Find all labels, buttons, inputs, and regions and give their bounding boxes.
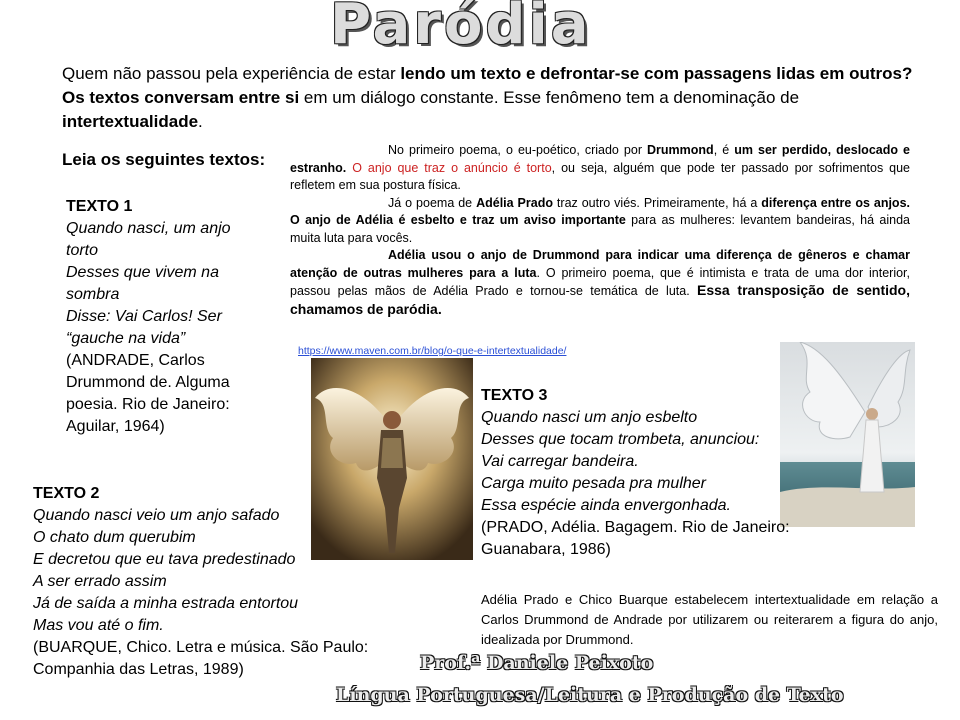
- angel-warrior-image: [311, 358, 473, 560]
- poem-line: Quando nasci um anjo esbelto: [481, 409, 698, 426]
- analysis-paragraph-2: Já o poema de Adélia Prado traz outro viés. Primeiramente, há a diferença entre os anjos. O anjo de Adélia é esbelto e traz um aviso importante para as mulheres: levantem bandeiras, há ainda muita luta para vocês.: [290, 195, 911, 245]
- poem-line: Quando nasci, um anjo torto: [66, 220, 231, 259]
- poem-line: Essa espécie ainda envergonhada.: [481, 497, 731, 514]
- texto-2-heading: TEXTO 2: [33, 485, 100, 502]
- poem-line: A ser errado assim: [33, 573, 167, 590]
- texto-3-heading: TEXTO 3: [481, 387, 548, 404]
- analysis-text: [290, 142, 910, 319]
- conclusion-text: Adélia Prado e Chico Buarque estabelecem intertextualidade em relação a Carlos Drummond de Andrade por utilizarem ou reiterarem a figura do anjo, idealizada por Drummond.: [481, 592, 938, 647]
- poem-line: Desses que tocam trombeta, anunciou:: [481, 431, 760, 448]
- teacher-name: Prof.ª Daniele Peixoto: [420, 652, 654, 674]
- texto-3-citation: Guanabara, 1986): [481, 541, 611, 558]
- poem-line: O chato dum querubim: [33, 529, 196, 546]
- poem-line: Disse: Vai Carlos! Ser “gauche na vida”: [66, 308, 222, 347]
- poem-line: E decretou que eu tava predestinado: [33, 551, 296, 568]
- texto-1: [66, 196, 256, 438]
- texto-1-citation: (ANDRADE, Carlos Drummond de. Alguma poesia. Rio de Janeiro: Aguilar, 1964): [66, 352, 230, 435]
- texto-2-citation: (BUARQUE, Chico. Letra e música. São Paulo:: [33, 639, 369, 656]
- reading-instruction: Leia os seguintes textos:: [62, 150, 266, 169]
- source-link[interactable]: https://www.maven.com.br/blog/o-que-e-intertextualidade/: [298, 345, 567, 357]
- poem-line: Quando nasci veio um anjo safado: [33, 507, 280, 524]
- poem-line: Já de saída a minha estrada entortou: [33, 595, 299, 612]
- intro-paragraph: Quem não passou pela experiência de estar lendo um texto e defrontar-se com passagens lidas em outros? Os textos conversam entre si em um diálogo constante. Esse fenômeno tem a denominação de intertextualidade.: [62, 64, 913, 131]
- analysis-paragraph-3: Adélia usou o anjo de Drummond para indicar uma diferença de gêneros e chamar atenção de outras mulheres para a luta. O primeiro poema, que é intimista e trata de uma dor interior, passou pelas mãos de Adélia Prado e tornou-se temática de luta. Essa transposição de sentido, chamamos de paródia.: [290, 248, 910, 317]
- poem-line: Desses que vivem na sombra: [66, 264, 219, 303]
- texto-1-heading: TEXTO 1: [66, 198, 133, 215]
- poem-line: Mas vou até o fim.: [33, 617, 164, 634]
- texto-3-citation: (PRADO, Adélia. Bagagem. Rio de Janeiro:: [481, 519, 790, 536]
- texto-3: [481, 385, 861, 561]
- poem-line: Vai carregar bandeira.: [481, 453, 639, 470]
- page-title: Paródia: [330, 0, 592, 57]
- texto-2-citation: Companhia das Letras, 1989): [33, 661, 244, 678]
- analysis-paragraph-1: No primeiro poema, o eu-poético, criado por Drummond, é um ser perdido, deslocado e estranho. O anjo que traz o anúncio é torto, ou seja, alguém que pode ter passado por sofrimentos que refletem em sua postura física.: [290, 143, 911, 192]
- poem-line: Carga muito pesada pra mulher: [481, 475, 707, 492]
- subject-name: Língua Portuguesa/Leitura e Produção de Texto: [336, 684, 844, 706]
